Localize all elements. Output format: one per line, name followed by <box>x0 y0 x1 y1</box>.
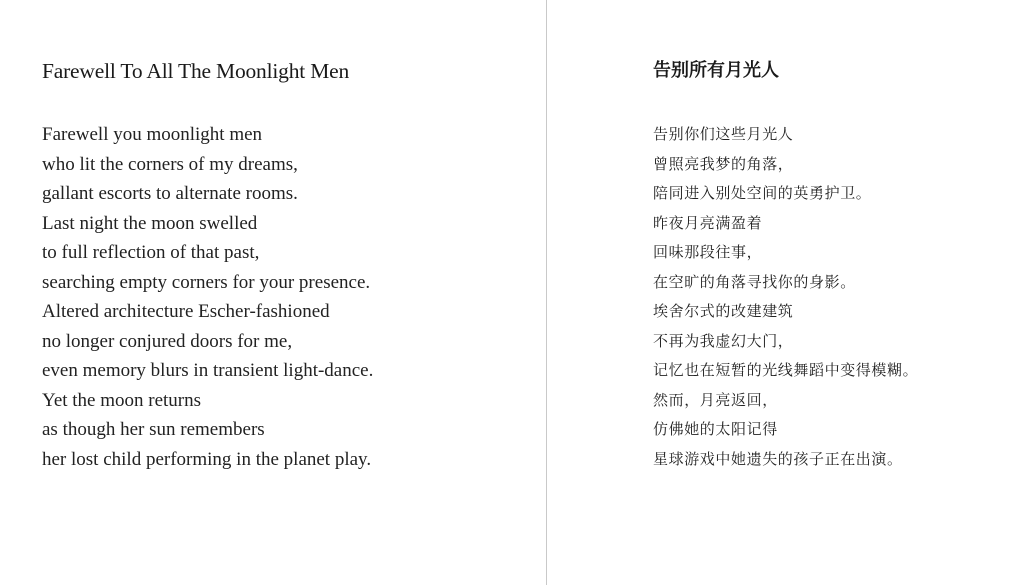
chinese-poem-body <box>653 120 1024 474</box>
english-poem-line: no longer conjured doors for me, <box>42 330 293 352</box>
english-poem-line: Altered architecture Escher-fashioned <box>42 301 330 322</box>
english-poem-line: to full reflection of that past, <box>42 242 260 263</box>
chinese-poem-line: 曾照亮我梦的角落， <box>653 154 794 173</box>
english-poem-line: searching empty corners for your presence. <box>42 271 371 293</box>
chinese-poem-title: 告别所有月光人 <box>653 60 779 81</box>
english-poem-title: Farewell To All The Moonlight Men <box>42 59 350 83</box>
chinese-poem-line: 陪同进入别处空间的英勇护卫。 <box>653 184 872 202</box>
chinese-page <box>547 0 1024 585</box>
chinese-poem-line: 回味那段往事， <box>653 243 763 261</box>
chinese-poem-line: 昨夜月亮满盈着 <box>653 213 763 232</box>
chinese-poem-line: 在空旷的角落寻找你的身影。 <box>653 272 856 291</box>
english-poem-line: Last night the moon swelled <box>42 212 258 234</box>
chinese-poem-line: 记忆也在短暂的光线舞蹈中变得模糊。 <box>653 361 919 379</box>
chinese-poem-line: 埃舍尔式的改建建筑 <box>653 302 794 320</box>
chinese-poem-line: 不再为我虚幻大门， <box>653 331 794 350</box>
english-poem-line: Yet the moon returns <box>42 389 202 411</box>
chinese-poem-line: 星球游戏中她遗失的孩子正在出演。 <box>653 449 903 468</box>
english-poem-line: who lit the corners of my dreams, <box>42 153 298 175</box>
chinese-poem-line: 仿佛她的太阳记得 <box>653 420 778 438</box>
english-poem-line: gallant escorts to alternate rooms. <box>42 183 298 204</box>
english-poem-line: Farewell you moonlight men <box>42 124 263 145</box>
chinese-poem-line: 告别你们这些月光人 <box>653 125 794 143</box>
english-poem-body <box>42 120 546 474</box>
english-poem-line: even memory blurs in transient light-dance. <box>42 360 374 381</box>
english-poem-line: her lost child performing in the planet play. <box>42 448 372 470</box>
chinese-poem-line: 然而，月亮返回， <box>653 390 778 409</box>
english-poem-line: as though her sun remembers <box>42 419 265 440</box>
